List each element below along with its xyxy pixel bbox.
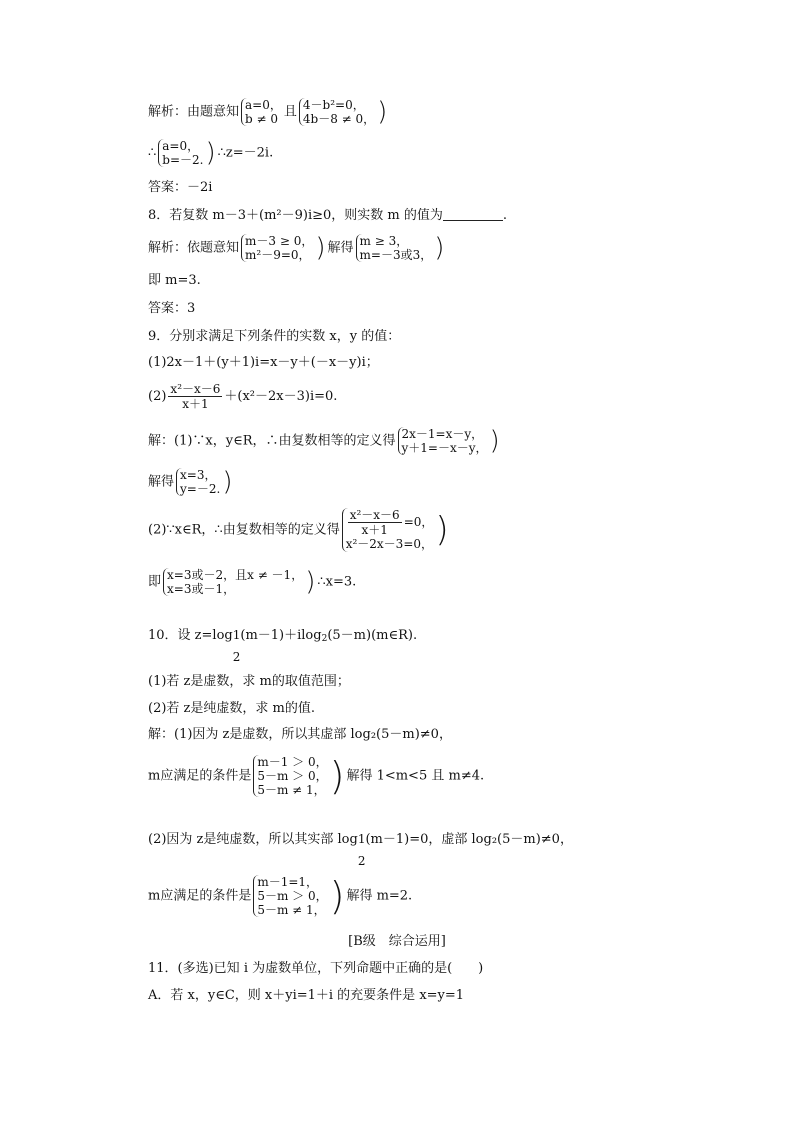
q10-solution-1-conditions: m应满足的条件是 m－1 ＞ 0， 5－m ＞ 0， 5－m ≠ 1， ) 解得 1<m<5 且 m≠4. <box>148 754 485 798</box>
question-11: 11．(多选)已知 i 为虚数单位，下列命题中正确的是( ) <box>148 961 484 976</box>
q8-answer: 答案：3 <box>148 301 196 316</box>
section-heading: [B级 综合运用] <box>348 934 446 949</box>
log-base: 1 2 <box>357 832 366 868</box>
q9-part-1: (1)2x－1＋(y＋1)i=x－y＋(－x－y)i； <box>148 355 379 370</box>
equation-system: m－3 ≥ 0， m²－9=0， <box>241 234 313 262</box>
question-9: 9．分别求满足下列条件的实数 x，y 的值： <box>148 329 401 344</box>
equation-system: 4－b²=0， 4b－8 ≠ 0， <box>299 98 375 126</box>
fraction: $\frac{\text{x²－x－6}}{x+1}$ <box>170 382 221 411</box>
q10-part-1: (1)若 z是虚数，求 m的取值范围； <box>148 674 350 689</box>
q10-part-2: (2)若 z是纯虚数，求 m的值. <box>148 701 315 716</box>
q8-solution: 解析：依题意知 m－3 ≥ 0， m²－9=0， ) 解得 m ≥ 3， m=－3或3， ) <box>148 233 445 263</box>
equation-system: x=3， y=－2. <box>176 468 220 496</box>
q9-solution-2: (2)∵x∈R，∴由复数相等的定义得 $\frac{\text{x²－x－6}}{x+1}$ =0， x²－2x－3=0， ) <box>148 508 449 551</box>
question-10: 10．设 z=log 1 2 (m－1)＋ilog$_2$(5－m)(m∈R). <box>148 628 418 664</box>
q11-option-a: A．若 x，y∈C，则 x＋yi=1＋i 的充要条件是 x=y=1 <box>148 988 465 1003</box>
answer-blank <box>443 208 503 221</box>
equation-system: m ≥ 3， m=－3或3， <box>356 234 433 262</box>
question-8: 8．若复数 m－3＋(m²－9)i≥0，则实数 m 的值为 . <box>148 208 508 223</box>
q9-solution-1: 解：(1)∵x，y∈R，∴由复数相等的定义得 2x－1=x－y， y＋1=－x－y， ) <box>148 426 500 456</box>
solution-line-1: 解析：由题意知 a=0， b ≠ 0 且 4－b²=0， 4b－8 ≠ 0， ) <box>148 97 388 127</box>
q10-solution-2: (2)因为 z是纯虚数，所以其实部 log 1 2 (m－1)=0，虚部 log₂(5－m)≠0， <box>148 832 573 868</box>
equation-system: $\frac{\text{x²－x－6}}{x+1}$ =0， x²－2x－3=0， <box>342 508 434 552</box>
answer-line: 答案：－2i <box>148 180 213 195</box>
q9-solution-2-result: 即 x=3或－2，且x ≠ －1， x=3或－1， ) ∴x=3. <box>148 567 357 597</box>
q9-solution-1-result: 解得 x=3， y=－2. ) <box>148 467 233 497</box>
equation-system: 2x－1=x－y， y＋1=－x－y， <box>398 427 488 455</box>
equation-system: a=0， b=－2. <box>158 139 203 167</box>
equation-system: m－1 ＞ 0， 5－m ＞ 0， 5－m ≠ 1， <box>253 755 327 797</box>
equation-system: x=3或－2，且x ≠ －1， x=3或－1， <box>163 568 303 596</box>
log-base: 1 2 <box>232 628 241 664</box>
q10-solution-2-conditions: m应满足的条件是 m－1=1， 5－m ＞ 0， 5－m ≠ 1， ) 解得 m=2. <box>148 874 413 918</box>
fraction: $\frac{\text{x²－x－6}}{x+1}$ <box>349 508 400 537</box>
q9-part-2: (2) $\frac{\text{x²－x－6}}{x+1}$ ＋(x²－2x－3)i=0. <box>148 382 338 411</box>
q8-conclusion: 即 m=3. <box>148 273 201 288</box>
equation-system: m－1=1， 5－m ＞ 0， 5－m ≠ 1， <box>253 875 327 917</box>
solution-line-2: ∴ a=0， b=－2. ) ∴z=－2i. <box>148 138 274 168</box>
equation-system: a=0， b ≠ 0 <box>241 98 282 126</box>
q10-solution-1: 解：(1)因为 z是虚数，所以其虚部 log₂(5－m)≠0， <box>148 727 452 742</box>
